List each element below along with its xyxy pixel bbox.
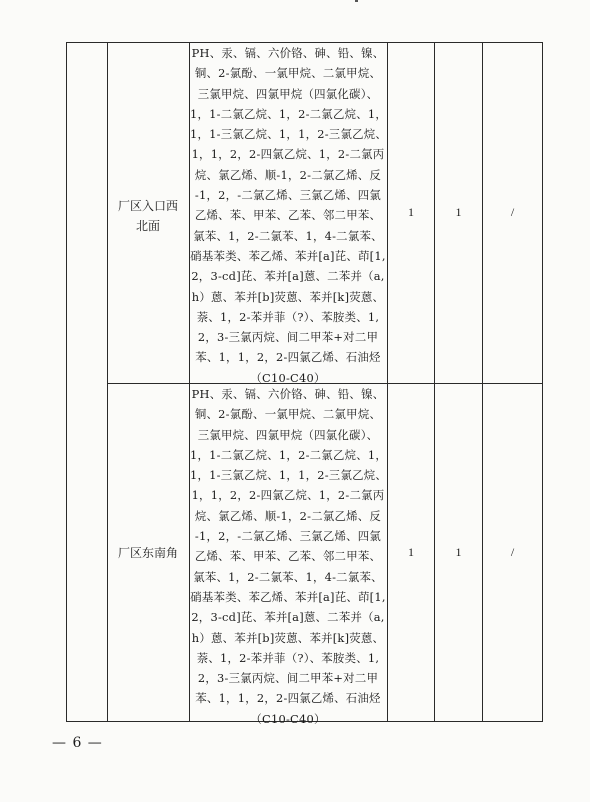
pollutant-line: 1，1-三氯乙烷、1，1，2-三氯乙烷、 [190, 127, 388, 142]
table-divider-3 [387, 42, 388, 722]
pollutant-line: -1，2，-二氯乙烯、三氯乙烯、四氯 [194, 529, 382, 544]
pollutant-line: 2，3-三氯丙烷、间二甲苯+对二甲 [197, 330, 379, 345]
pollutant-line: 硝基苯类、苯乙烯、苯并[a]芘、茚[1, [190, 248, 386, 263]
pollutant-list-row-2 [190, 384, 386, 729]
pollutant-line: PH、汞、镉、六价铬、砷、铅、镍、 [191, 46, 385, 60]
table-border-left [66, 42, 67, 722]
location-line: 厂区东南角 [117, 546, 178, 560]
pollutant-line: 2，3-cd]芘、苯并[a]蒽、二苯并（a, [191, 269, 385, 284]
pollutant-line: 氯苯、1，2-二氯苯、1，4-二氯苯、 [193, 569, 383, 584]
pollutant-line: 铜、2-氯酚、一氯甲烷、二氯甲烷、 [194, 66, 382, 81]
pollutant-line: h）蒽、苯并[b]荧蒽、苯并[k]荧蒽、 [191, 630, 385, 645]
location-line: 厂区入口西 [117, 199, 178, 213]
pollutant-line: 硝基苯类、苯乙烯、苯并[a]芘、茚[1, [190, 589, 386, 604]
location-cell-row-2 [107, 543, 189, 563]
pollutant-list-row-1 [190, 43, 386, 388]
table-divider-4 [434, 42, 435, 722]
slash-row-1: / [510, 205, 515, 219]
pollutant-line: 1，1-三氯乙烷、1，1，2-三氯乙烷、 [190, 468, 388, 483]
count-a-row-1: 1 [408, 205, 414, 219]
slash-row-2: / [510, 545, 515, 559]
location-line: 北面 [135, 219, 160, 233]
count-b-row-2: 1 [455, 545, 462, 559]
count-b-row-1: 1 [455, 205, 462, 219]
pollutant-line: 乙烯、苯、甲苯、乙苯、邻二甲苯、 [194, 208, 382, 223]
pollutant-line: 三氯甲烷、四氯甲烷（四氯化碳）、 [197, 427, 379, 442]
pollutant-line: 萘、1，2-苯并菲（?）、苯胺类、1, [196, 650, 380, 665]
table-divider-1 [107, 42, 108, 722]
page-number: — 6 — [52, 735, 103, 751]
table-divider-5 [482, 42, 483, 722]
pollutant-line: （C10-C40） [250, 370, 326, 385]
pollutant-line: -1，2，-二氯乙烯、三氯乙烯、四氯 [194, 188, 382, 203]
pollutant-line: 2，3-三氯丙烷、间二甲苯+对二甲 [197, 671, 379, 686]
pollutant-line: 苯、1，1，2，2-四氯乙烯、石油烃 [195, 350, 381, 365]
table-border-right [542, 42, 543, 722]
pollutant-line: 烷、氯乙烯、顺-1，2-二氯乙烯、反 [194, 167, 382, 182]
location-cell-row-1 [107, 196, 189, 236]
pollutant-line: h）蒽、苯并[b]荧蒽、苯并[k]荧蒽、 [191, 289, 385, 304]
pollutant-line: 乙烯、苯、甲苯、乙苯、邻二甲苯、 [194, 549, 382, 564]
pollutant-line: 氯苯、1，2-二氯苯、1，4-二氯苯、 [193, 228, 383, 243]
pollutant-line: 1，1，2，2-四氯乙烷、1，2-二氯丙 [191, 147, 385, 162]
pollutant-line: 苯、1，1，2，2-四氯乙烯、石油烃 [195, 691, 381, 706]
pollutant-line: 1，1-二氯乙烷、1，2-二氯乙烷、1， [190, 447, 388, 462]
pollutant-line: PH、汞、镉、六价铬、砷、铅、镍、 [191, 387, 385, 401]
pollutant-line: 2，3-cd]芘、苯并[a]蒽、二苯并（a, [191, 610, 385, 625]
pollutant-line: 1，1，2，2-四氯乙烷、1，2-二氯丙 [191, 488, 385, 503]
pollutant-line: 萘、1，2-苯并菲（?）、苯胺类、1, [196, 309, 380, 324]
pollutant-line: 铜、2-氯酚、一氯甲烷、二氯甲烷、 [194, 407, 382, 422]
pollutant-line: （C10-C40） [250, 711, 326, 726]
scan-mark [355, 0, 358, 2]
pollutant-line: 烷、氯乙烯、顺-1，2-二氯乙烯、反 [194, 508, 382, 523]
count-a-row-2: 1 [408, 545, 414, 559]
pollutant-line: 三氯甲烷、四氯甲烷（四氯化碳）、 [197, 86, 379, 101]
pollutant-line: 1，1-二氯乙烷、1，2-二氯乙烷、1， [190, 106, 388, 121]
